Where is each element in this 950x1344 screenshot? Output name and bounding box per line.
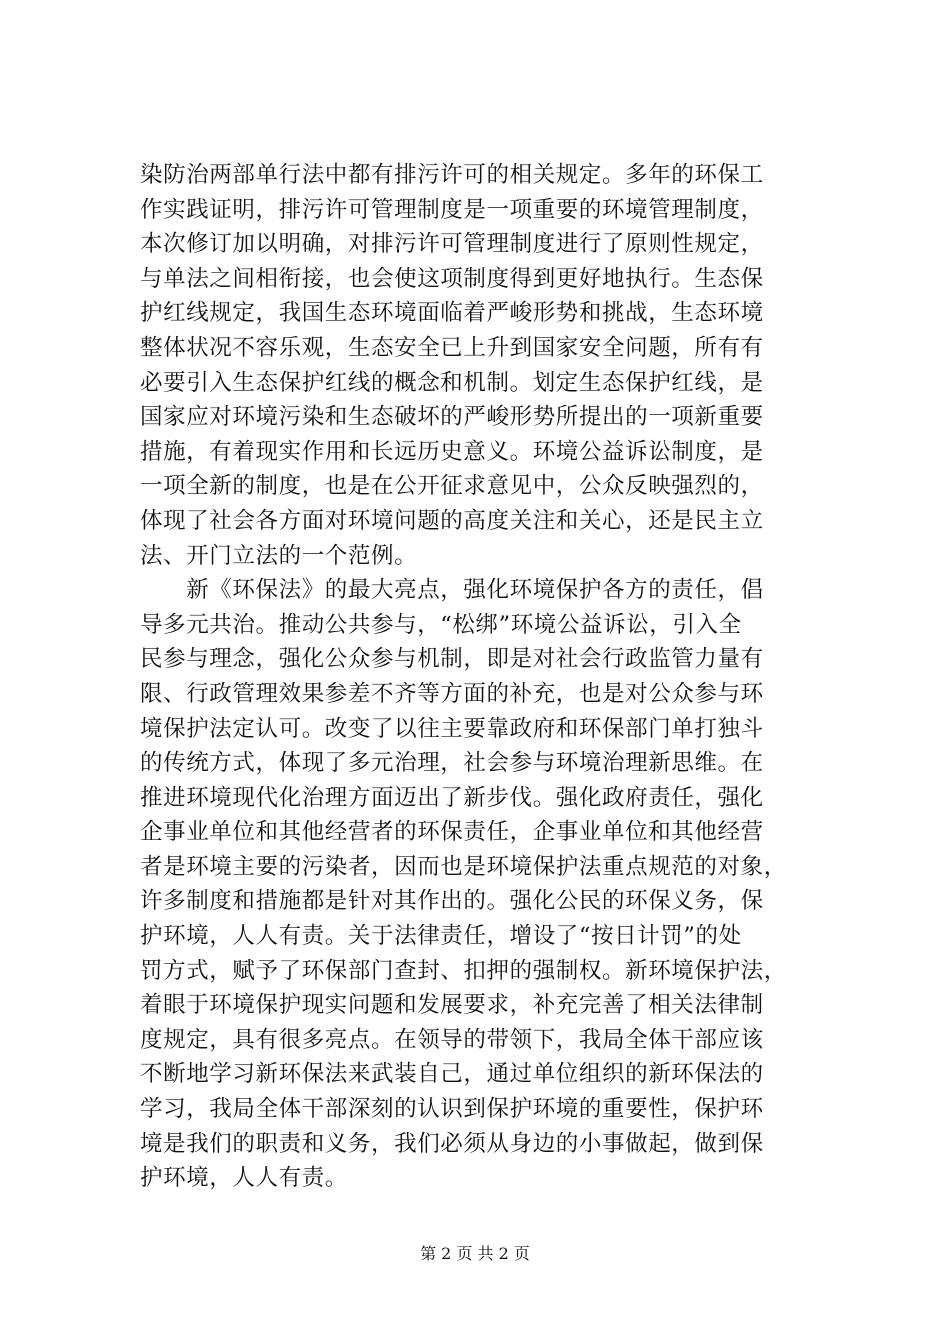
text-line: 许多制度和措施都是针对其作出的。强化公民的环保义务，保 (140, 888, 764, 915)
text-line: 企事业单位和其他经营者的环保责任，企事业单位和其他经营 (140, 819, 764, 846)
text-line: 不断地学习新环保法来武装自己，通过单位组织的新环保法的 (140, 1061, 764, 1088)
text-line: 者是环境主要的污染者，因而也是环境保护法重点规范的对象， (140, 853, 787, 880)
text-line: 境保护法定认可。改变了以往主要靠政府和环保部门单打独斗 (140, 715, 764, 742)
text-line: 罚方式，赋予了环保部门查封、扣押的强制权。新环境保护法， (140, 957, 787, 984)
body-text (140, 158, 832, 1196)
text-line: 限、行政管理效果参差不齐等方面的补充，也是对公众参与环 (140, 680, 764, 707)
text-line: 护红线规定，我国生态环境面临着严峻形势和挑战，生态环境 (140, 300, 764, 327)
text-line: 措施，有着现实作用和长远历史意义。环境公益诉讼制度，是 (140, 438, 764, 465)
text-line: 必要引入生态保护红线的概念和机制。划定生态保护红线，是 (140, 369, 764, 396)
text-line: 民参与理念，强化公众参与机制，即是对社会行政监管力量有 (140, 646, 764, 673)
text-line: 作实践证明，排污许可管理制度是一项重要的环境管理制度， (140, 196, 764, 223)
text-line: 导多元共治。推动公共参与，“松绑”环境公益诉讼，引入全 (140, 611, 742, 638)
text-line: 的传统方式，体现了多元治理，社会参与环境治理新思维。在 (140, 750, 764, 777)
text-line: 法、开门立法的一个范例。 (140, 542, 418, 569)
page-number-footer: 第 2 页 共 2 页 (420, 1244, 530, 1263)
text-line: 国家应对环境污染和生态破坏的严峻形势所提出的一项新重要 (140, 404, 764, 431)
text-line: 学习，我局全体干部深刻的认识到保护环境的重要性，保护环 (140, 1096, 764, 1123)
text-line: 境是我们的职责和义务，我们必须从身边的小事做起，做到保 (140, 1130, 764, 1157)
text-line: 护环境，人人有责。关于法律责任，增设了“按日计罚”的处 (140, 923, 742, 950)
text-line: 着眼于环境保护现实问题和发展要求，补充完善了相关法律制 (140, 992, 764, 1019)
text-line: 整体状况不容乐观，生态安全已上升到国家安全问题，所有有 (140, 334, 764, 361)
text-line: 体现了社会各方面对环境问题的高度关注和关心，还是民主立 (140, 507, 764, 534)
text-line: 本次修订加以明确，对排污许可管理制度进行了原则性规定， (140, 231, 764, 258)
text-line: 护环境，人人有责。 (140, 1165, 348, 1192)
text-line: 新《环保法》的最大亮点，强化环境保护各方的责任，倡 (140, 577, 764, 604)
text-line: 与单法之间相衔接，也会使这项制度得到更好地执行。生态保 (140, 265, 764, 292)
text-line: 一项全新的制度，也是在公开征求意见中，公众反映强烈的， (140, 473, 764, 500)
text-line: 度规定，具有很多亮点。在领导的带领下，我局全体干部应该 (140, 1026, 764, 1053)
text-line: 推进环境现代化治理方面迈出了新步伐。强化政府责任，强化 (140, 784, 764, 811)
text-line: 染防治两部单行法中都有排污许可的相关规定。多年的环保工 (140, 162, 764, 188)
